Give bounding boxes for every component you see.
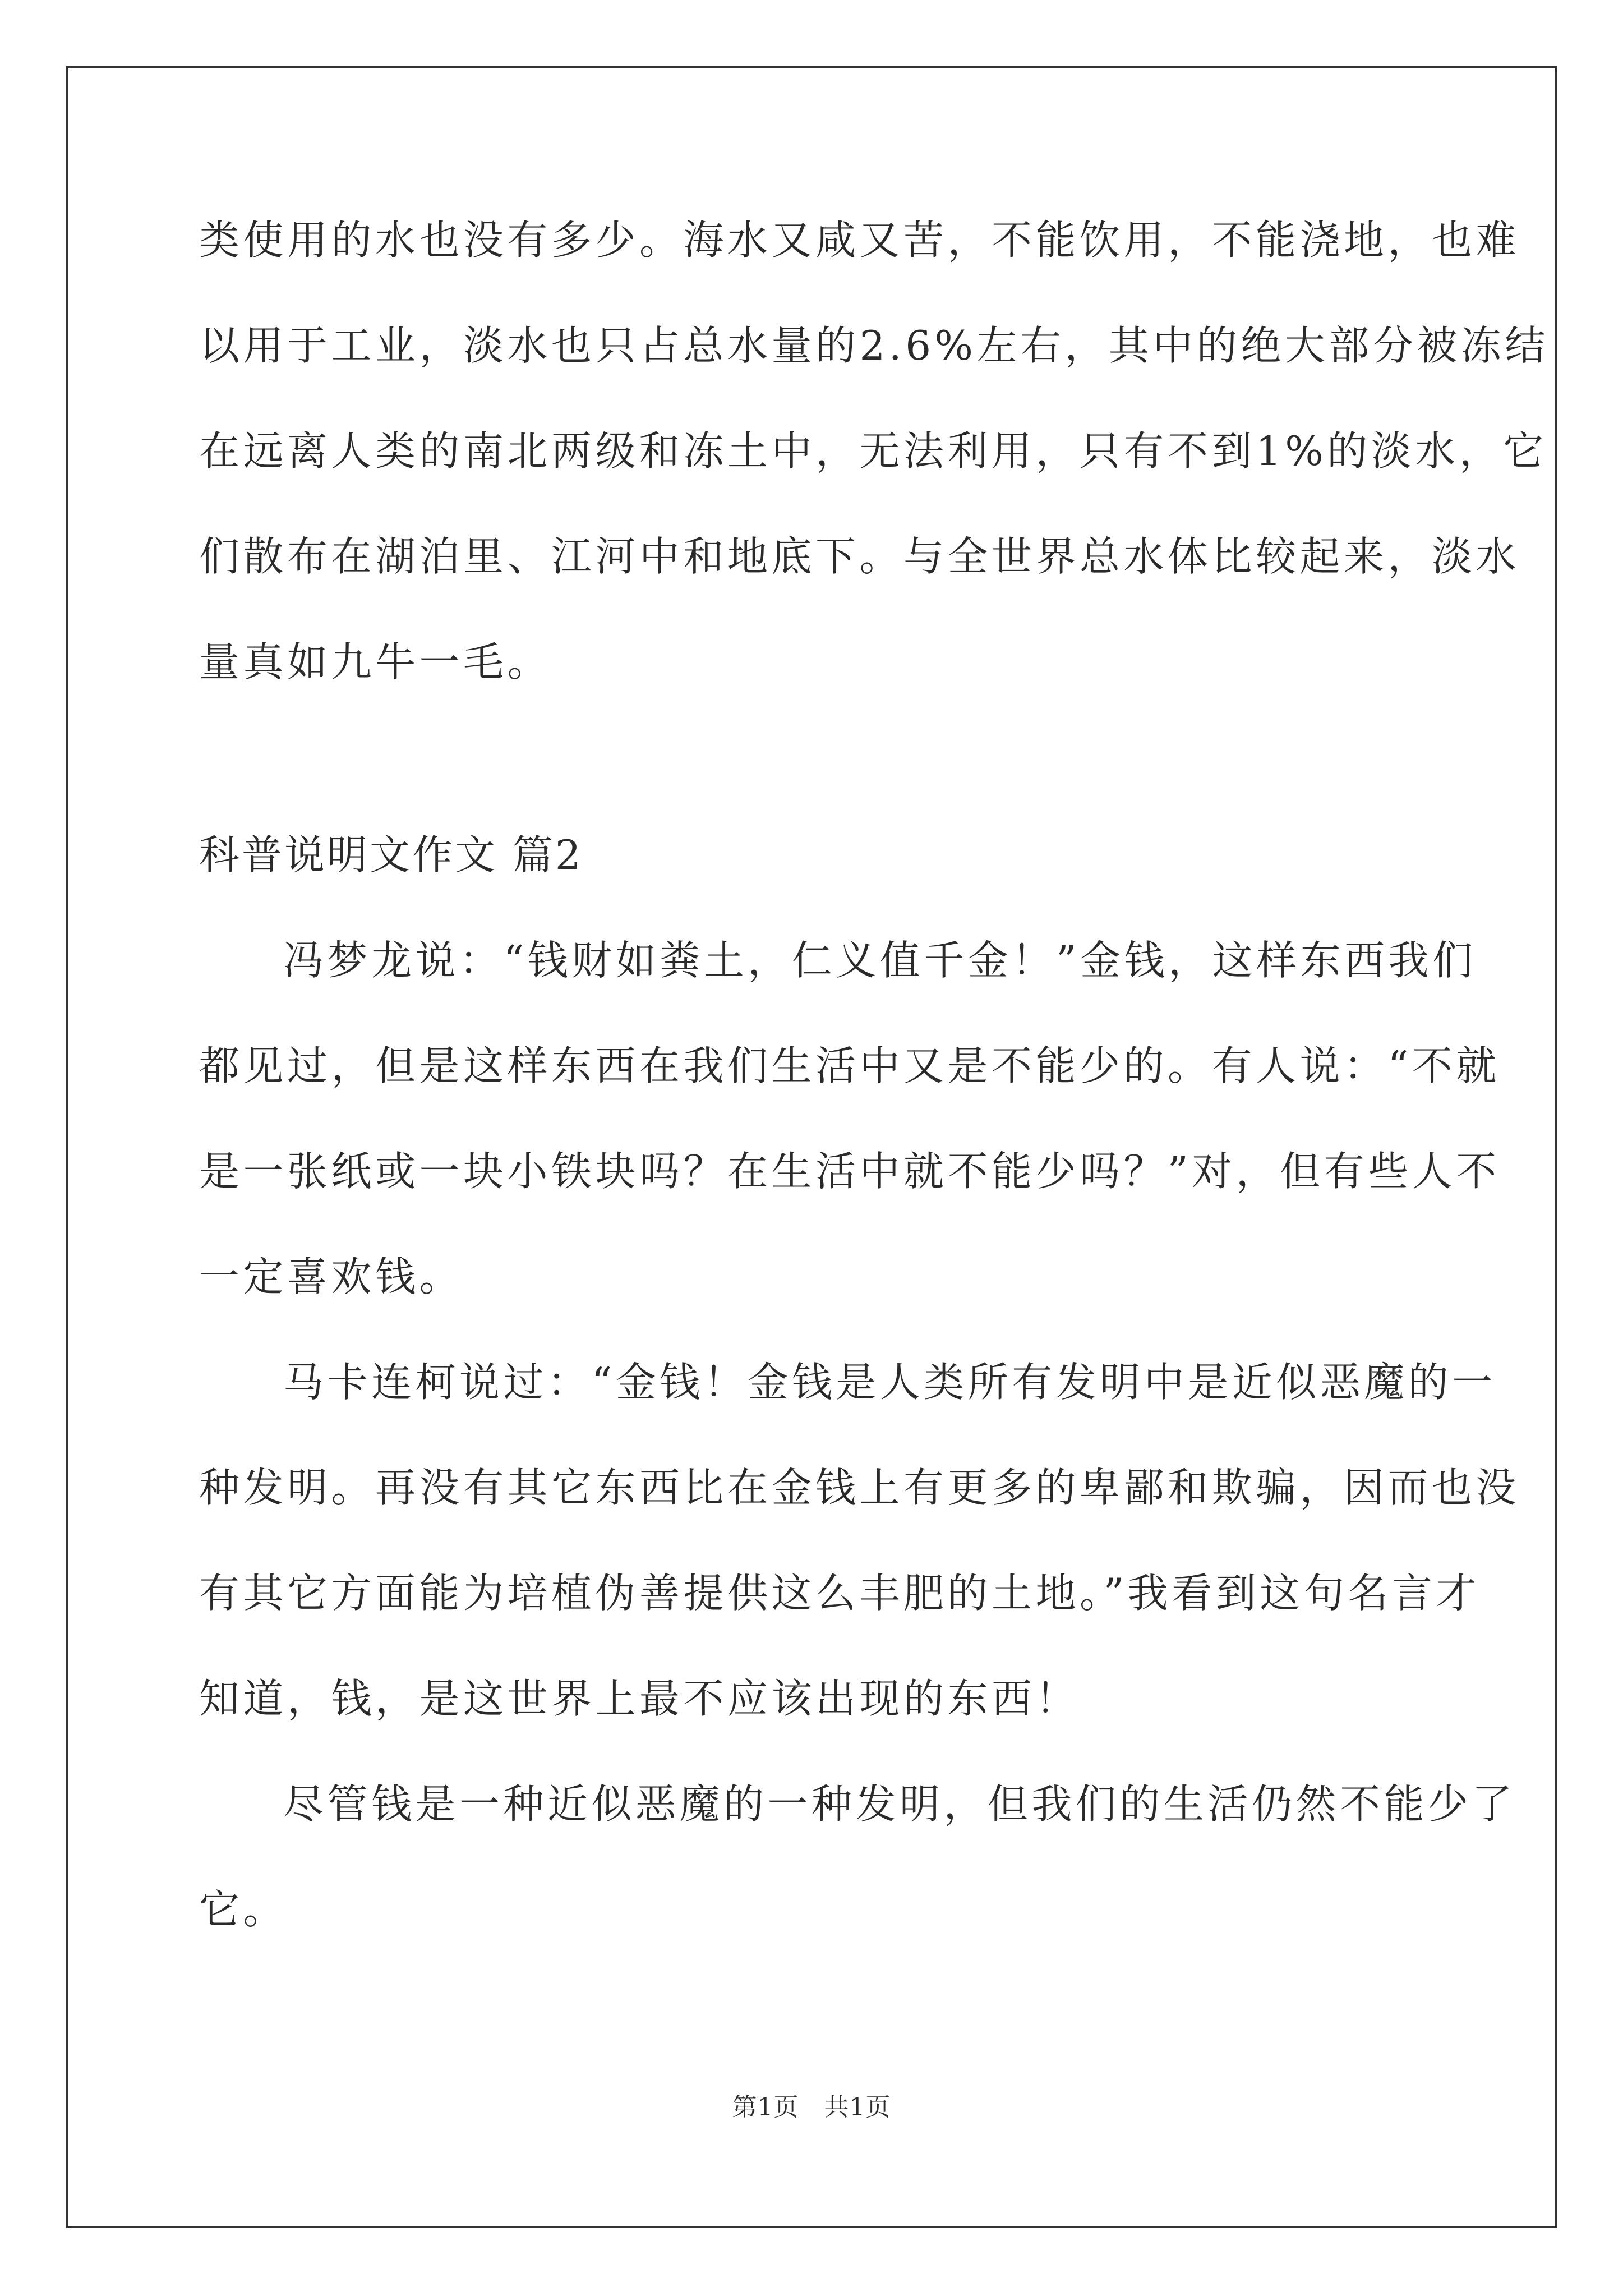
text-line: 在远离人类的南北两级和冻土中，无法利用，只有不到1%的淡水，它 <box>199 427 1547 475</box>
text-line: 它。 <box>199 1886 288 1933</box>
text-line: 冯梦龙说：“钱财如粪土，仁义值千金！”金钱，这样东西我们 <box>283 937 1477 984</box>
paragraph <box>199 933 1500 1304</box>
text-line: 是一张纸或一块小铁块吗？在生活中就不能少吗？”对，但有些人不 <box>199 1148 1500 1195</box>
text-line: 种发明。再没有其它东西比在金钱上有更多的卑鄙和欺骗，因而也没 <box>199 1464 1520 1511</box>
text-line: 一定喜欢钱。 <box>199 1253 464 1300</box>
paragraph <box>199 213 1549 689</box>
text-line: 量真如九牛一毛。 <box>199 638 552 685</box>
text-line: 知道，钱，是这世界上最不应该出现的东西！ <box>199 1675 1080 1722</box>
text-line: 马卡连柯说过：“金钱！金钱是人类所有发明中是近似恶魔的一 <box>283 1359 1496 1406</box>
document-body <box>199 213 1549 1936</box>
text-line: 类使用的水也没有多少。海水又咸又苦，不能饮用，不能浇地，也难 <box>199 217 1520 264</box>
page-footer: 第1页 共1页 <box>732 2093 891 2122</box>
paragraph <box>199 1355 1520 1726</box>
text-line: 尽管钱是一种近似恶魔的一种发明，但我们的生活仍然不能少了 <box>283 1780 1516 1828</box>
text-line: 都见过，但是这样东西在我们生活中又是不能少的。有人说：“不就 <box>199 1042 1500 1089</box>
section-heading: 科普说明文作文 篇2 <box>199 831 583 878</box>
text-line: 有其它方面能为培植伪善提供这么丰肥的土地。”我看到这句名言才 <box>199 1570 1480 1617</box>
paragraph <box>199 1777 1516 1936</box>
text-line: 们散布在湖泊里、江河中和地底下。与全世界总水体比较起来，淡水 <box>199 533 1520 580</box>
text-line: 以用于工业，淡水也只占总水量的2.6%左右，其中的绝大部分被冻结 <box>199 322 1549 369</box>
